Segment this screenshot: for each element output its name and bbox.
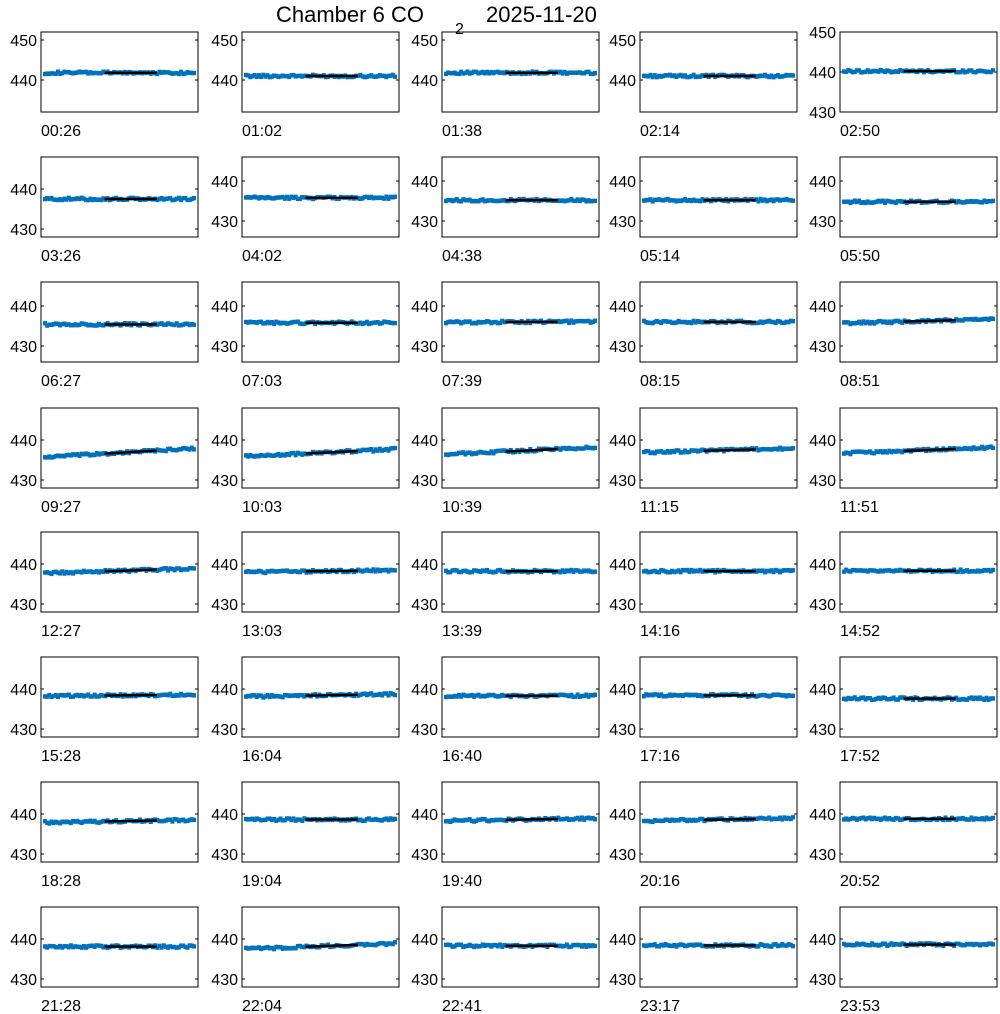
panel-0438 bbox=[411, 157, 599, 265]
panel-0927 bbox=[10, 408, 198, 516]
y-tick-label: 430 bbox=[809, 214, 836, 231]
data-point bbox=[192, 944, 196, 948]
panel-time-label: 07:39 bbox=[442, 373, 483, 390]
y-tick-label: 450 bbox=[411, 33, 438, 50]
data-point bbox=[393, 568, 397, 572]
y-tick-label: 440 bbox=[411, 932, 438, 949]
panel-time-label: 10:03 bbox=[242, 499, 283, 516]
y-tick-label: 440 bbox=[809, 932, 836, 949]
panel-time-label: 04:02 bbox=[242, 248, 283, 265]
panel-2317 bbox=[609, 907, 797, 1014]
y-tick-label: 430 bbox=[211, 972, 238, 989]
y-tick-label: 430 bbox=[211, 597, 238, 614]
panel-2128 bbox=[10, 907, 198, 1014]
panel-1452 bbox=[809, 532, 997, 640]
y-tick-label: 440 bbox=[10, 557, 37, 574]
panel-time-label: 10:39 bbox=[442, 499, 483, 516]
y-tick-label: 430 bbox=[609, 473, 636, 490]
data-point bbox=[991, 568, 995, 572]
y-tick-label: 430 bbox=[411, 722, 438, 739]
panel-time-label: 16:04 bbox=[242, 748, 283, 765]
data-point bbox=[393, 940, 397, 944]
panel-time-label: 05:50 bbox=[840, 248, 881, 265]
y-tick-label: 450 bbox=[211, 33, 238, 50]
y-tick-label: 430 bbox=[411, 597, 438, 614]
y-tick-label: 440 bbox=[211, 807, 238, 824]
data-point bbox=[791, 568, 795, 572]
data-point bbox=[991, 942, 995, 946]
panel-time-label: 23:53 bbox=[840, 998, 881, 1014]
y-tick-label: 440 bbox=[411, 682, 438, 699]
data-point bbox=[991, 816, 995, 820]
panel-time-label: 18:28 bbox=[41, 873, 82, 890]
data-point bbox=[192, 566, 196, 570]
y-tick-label: 440 bbox=[809, 299, 836, 316]
panel-time-label: 20:52 bbox=[840, 873, 881, 890]
y-tick-label: 440 bbox=[10, 807, 37, 824]
y-tick-label: 440 bbox=[809, 807, 836, 824]
panel-1752 bbox=[809, 657, 997, 765]
y-tick-label: 430 bbox=[809, 473, 836, 490]
y-tick-label: 430 bbox=[809, 597, 836, 614]
axes-box bbox=[640, 32, 797, 112]
panel-time-label: 14:52 bbox=[840, 623, 881, 640]
data-point bbox=[393, 75, 397, 79]
y-tick-label: 440 bbox=[10, 433, 37, 450]
y-tick-label: 440 bbox=[211, 73, 238, 90]
data-point bbox=[393, 195, 397, 199]
data-point bbox=[791, 198, 795, 202]
y-tick-label: 430 bbox=[411, 339, 438, 356]
y-tick-label: 440 bbox=[609, 932, 636, 949]
y-tick-label: 450 bbox=[809, 25, 836, 42]
panel-time-label: 21:28 bbox=[41, 998, 82, 1014]
y-tick-label: 440 bbox=[809, 433, 836, 450]
panel-1528 bbox=[10, 657, 198, 765]
y-tick-label: 440 bbox=[411, 433, 438, 450]
panel-time-label: 02:50 bbox=[840, 123, 881, 140]
panel-time-label: 01:02 bbox=[242, 123, 283, 140]
panel-time-label: 11:15 bbox=[640, 499, 679, 516]
fit-line bbox=[306, 695, 358, 696]
y-tick-label: 440 bbox=[609, 433, 636, 450]
y-tick-label: 440 bbox=[211, 299, 238, 316]
panel-time-label: 05:14 bbox=[640, 248, 681, 265]
panel-time-label: 15:28 bbox=[41, 748, 82, 765]
panel-time-label: 17:52 bbox=[840, 748, 881, 765]
y-tick-label: 430 bbox=[211, 847, 238, 864]
panel-time-label: 02:14 bbox=[640, 123, 681, 140]
data-point bbox=[593, 817, 597, 821]
y-tick-label: 440 bbox=[211, 433, 238, 450]
y-tick-label: 430 bbox=[609, 339, 636, 356]
data-point bbox=[593, 71, 597, 75]
y-tick-label: 430 bbox=[411, 847, 438, 864]
panel-2353 bbox=[809, 907, 997, 1014]
panel-1640 bbox=[411, 657, 599, 765]
y-tick-label: 430 bbox=[10, 222, 37, 239]
panel-0739 bbox=[411, 282, 599, 390]
y-tick-label: 440 bbox=[10, 682, 37, 699]
fit-line bbox=[506, 819, 558, 820]
data-point bbox=[991, 696, 995, 700]
y-tick-label: 440 bbox=[609, 299, 636, 316]
panel-0402 bbox=[211, 157, 399, 265]
y-tick-label: 450 bbox=[609, 33, 636, 50]
panel-time-label: 11:51 bbox=[840, 499, 879, 516]
y-tick-label: 440 bbox=[809, 682, 836, 699]
panel-time-label: 22:41 bbox=[442, 998, 483, 1014]
panel-time-label: 09:27 bbox=[41, 499, 82, 516]
data-point bbox=[791, 73, 795, 77]
y-tick-label: 440 bbox=[10, 932, 37, 949]
y-tick-label: 440 bbox=[411, 174, 438, 191]
panel-0550 bbox=[809, 157, 997, 265]
panel-0627 bbox=[10, 282, 198, 390]
y-tick-label: 440 bbox=[211, 174, 238, 191]
panel-0250 bbox=[809, 25, 997, 140]
panel-1003 bbox=[211, 408, 399, 516]
figure-title-prefix: Chamber 6 CO bbox=[276, 2, 424, 27]
y-tick-label: 440 bbox=[809, 65, 836, 82]
panel-time-label: 08:15 bbox=[640, 373, 681, 390]
y-tick-label: 430 bbox=[10, 722, 37, 739]
data-point bbox=[593, 569, 597, 573]
data-point bbox=[791, 694, 795, 698]
data-point bbox=[791, 319, 795, 323]
axes-box bbox=[840, 782, 997, 862]
y-tick-label: 440 bbox=[609, 682, 636, 699]
data-point bbox=[791, 815, 795, 819]
y-tick-label: 440 bbox=[809, 174, 836, 191]
y-tick-label: 440 bbox=[10, 299, 37, 316]
y-tick-label: 430 bbox=[211, 214, 238, 231]
panel-time-label: 19:40 bbox=[442, 873, 483, 890]
panel-2052 bbox=[809, 782, 997, 890]
panel-time-label: 14:16 bbox=[640, 623, 681, 640]
panel-1416 bbox=[609, 532, 797, 640]
axes-box bbox=[242, 32, 399, 112]
data-point bbox=[991, 68, 995, 72]
y-tick-label: 430 bbox=[211, 722, 238, 739]
y-tick-label: 430 bbox=[609, 722, 636, 739]
panel-time-label: 19:04 bbox=[242, 873, 283, 890]
y-tick-label: 440 bbox=[211, 557, 238, 574]
panel-1604 bbox=[211, 657, 399, 765]
axes-box bbox=[840, 157, 997, 237]
panel-0138 bbox=[411, 32, 599, 140]
panel-1716 bbox=[609, 657, 797, 765]
panel-time-label: 16:40 bbox=[442, 748, 483, 765]
panel-0815 bbox=[609, 282, 797, 390]
fit-line bbox=[306, 571, 358, 572]
data-point bbox=[192, 818, 196, 822]
y-tick-label: 440 bbox=[10, 73, 37, 90]
y-tick-label: 440 bbox=[809, 557, 836, 574]
y-tick-label: 430 bbox=[411, 972, 438, 989]
y-tick-label: 440 bbox=[211, 932, 238, 949]
y-tick-label: 430 bbox=[10, 847, 37, 864]
y-tick-label: 430 bbox=[809, 847, 836, 864]
panel-time-label: 00:26 bbox=[41, 123, 82, 140]
panel-0514 bbox=[609, 157, 797, 265]
panel-time-label: 07:03 bbox=[242, 373, 283, 390]
y-tick-label: 430 bbox=[211, 339, 238, 356]
y-tick-label: 440 bbox=[411, 73, 438, 90]
panel-time-label: 13:39 bbox=[442, 623, 483, 640]
panel-2241 bbox=[411, 907, 599, 1014]
panel-1151 bbox=[809, 408, 997, 516]
y-tick-label: 440 bbox=[609, 557, 636, 574]
panel-1115 bbox=[609, 408, 797, 516]
fit-line bbox=[105, 821, 157, 822]
data-point bbox=[991, 317, 995, 321]
data-point bbox=[393, 817, 397, 821]
panel-time-label: 03:26 bbox=[41, 248, 82, 265]
panel-0326 bbox=[10, 157, 198, 265]
panel-time-label: 17:16 bbox=[640, 748, 681, 765]
data-point bbox=[791, 446, 795, 450]
panel-1940 bbox=[411, 782, 599, 890]
y-tick-label: 440 bbox=[411, 807, 438, 824]
panel-time-label: 04:38 bbox=[442, 248, 483, 265]
y-tick-label: 450 bbox=[10, 33, 37, 50]
panel-time-label: 23:17 bbox=[640, 998, 681, 1014]
data-point bbox=[791, 944, 795, 948]
panel-grid bbox=[10, 25, 997, 1014]
y-tick-label: 430 bbox=[809, 972, 836, 989]
fit-line bbox=[704, 819, 756, 820]
y-tick-label: 430 bbox=[211, 473, 238, 490]
data-point bbox=[192, 323, 196, 327]
data-point bbox=[593, 446, 597, 450]
y-tick-label: 430 bbox=[809, 105, 836, 122]
figure-title-date: 2025-11-20 bbox=[486, 2, 597, 27]
data-point bbox=[192, 693, 196, 697]
y-tick-label: 440 bbox=[609, 807, 636, 824]
panel-2204 bbox=[211, 907, 399, 1014]
data-point bbox=[593, 199, 597, 203]
data-point bbox=[593, 944, 597, 948]
y-tick-label: 430 bbox=[10, 339, 37, 356]
panel-1904 bbox=[211, 782, 399, 890]
data-point bbox=[593, 319, 597, 323]
y-tick-label: 430 bbox=[609, 847, 636, 864]
y-tick-label: 430 bbox=[609, 214, 636, 231]
panel-0214 bbox=[609, 32, 797, 140]
y-tick-label: 440 bbox=[10, 182, 37, 199]
data-point bbox=[991, 199, 995, 203]
data-point bbox=[593, 693, 597, 697]
data-point bbox=[393, 321, 397, 325]
panel-time-label: 06:27 bbox=[41, 373, 82, 390]
y-tick-label: 440 bbox=[609, 174, 636, 191]
y-tick-label: 440 bbox=[411, 299, 438, 316]
y-tick-label: 430 bbox=[411, 214, 438, 231]
panel-1303 bbox=[211, 532, 399, 640]
y-tick-label: 430 bbox=[809, 339, 836, 356]
panel-time-label: 12:27 bbox=[41, 623, 82, 640]
y-tick-label: 430 bbox=[809, 722, 836, 739]
panel-0703 bbox=[211, 282, 399, 390]
panel-0102 bbox=[211, 32, 399, 140]
fit-line bbox=[105, 570, 157, 572]
panel-time-label: 01:38 bbox=[442, 123, 483, 140]
y-tick-label: 430 bbox=[609, 597, 636, 614]
data-point bbox=[192, 447, 196, 451]
panel-time-label: 08:51 bbox=[840, 373, 881, 390]
panel-time-label: 20:16 bbox=[640, 873, 681, 890]
panel-time-label: 22:04 bbox=[242, 998, 283, 1014]
y-tick-label: 440 bbox=[411, 557, 438, 574]
fit-line bbox=[904, 320, 956, 321]
y-tick-label: 440 bbox=[211, 682, 238, 699]
panel-0851 bbox=[809, 282, 997, 390]
data-point bbox=[192, 71, 196, 75]
data-point bbox=[393, 693, 397, 697]
panel-time-label: 13:03 bbox=[242, 623, 283, 640]
panel-0026 bbox=[10, 32, 198, 140]
data-point bbox=[393, 446, 397, 450]
y-tick-label: 430 bbox=[411, 473, 438, 490]
panel-1039 bbox=[411, 408, 599, 516]
y-tick-label: 430 bbox=[10, 972, 37, 989]
panel-2016 bbox=[609, 782, 797, 890]
data-point bbox=[192, 196, 196, 200]
panel-1227 bbox=[10, 532, 198, 640]
panel-1339 bbox=[411, 532, 599, 640]
y-tick-label: 440 bbox=[609, 73, 636, 90]
data-point bbox=[991, 446, 995, 450]
y-tick-label: 430 bbox=[609, 972, 636, 989]
y-tick-label: 430 bbox=[10, 597, 37, 614]
axes-box bbox=[640, 157, 797, 237]
panel-1828 bbox=[10, 782, 198, 890]
y-tick-label: 430 bbox=[10, 473, 37, 490]
figure-title-subscript: 2 bbox=[455, 21, 464, 38]
fit-line bbox=[704, 449, 756, 450]
